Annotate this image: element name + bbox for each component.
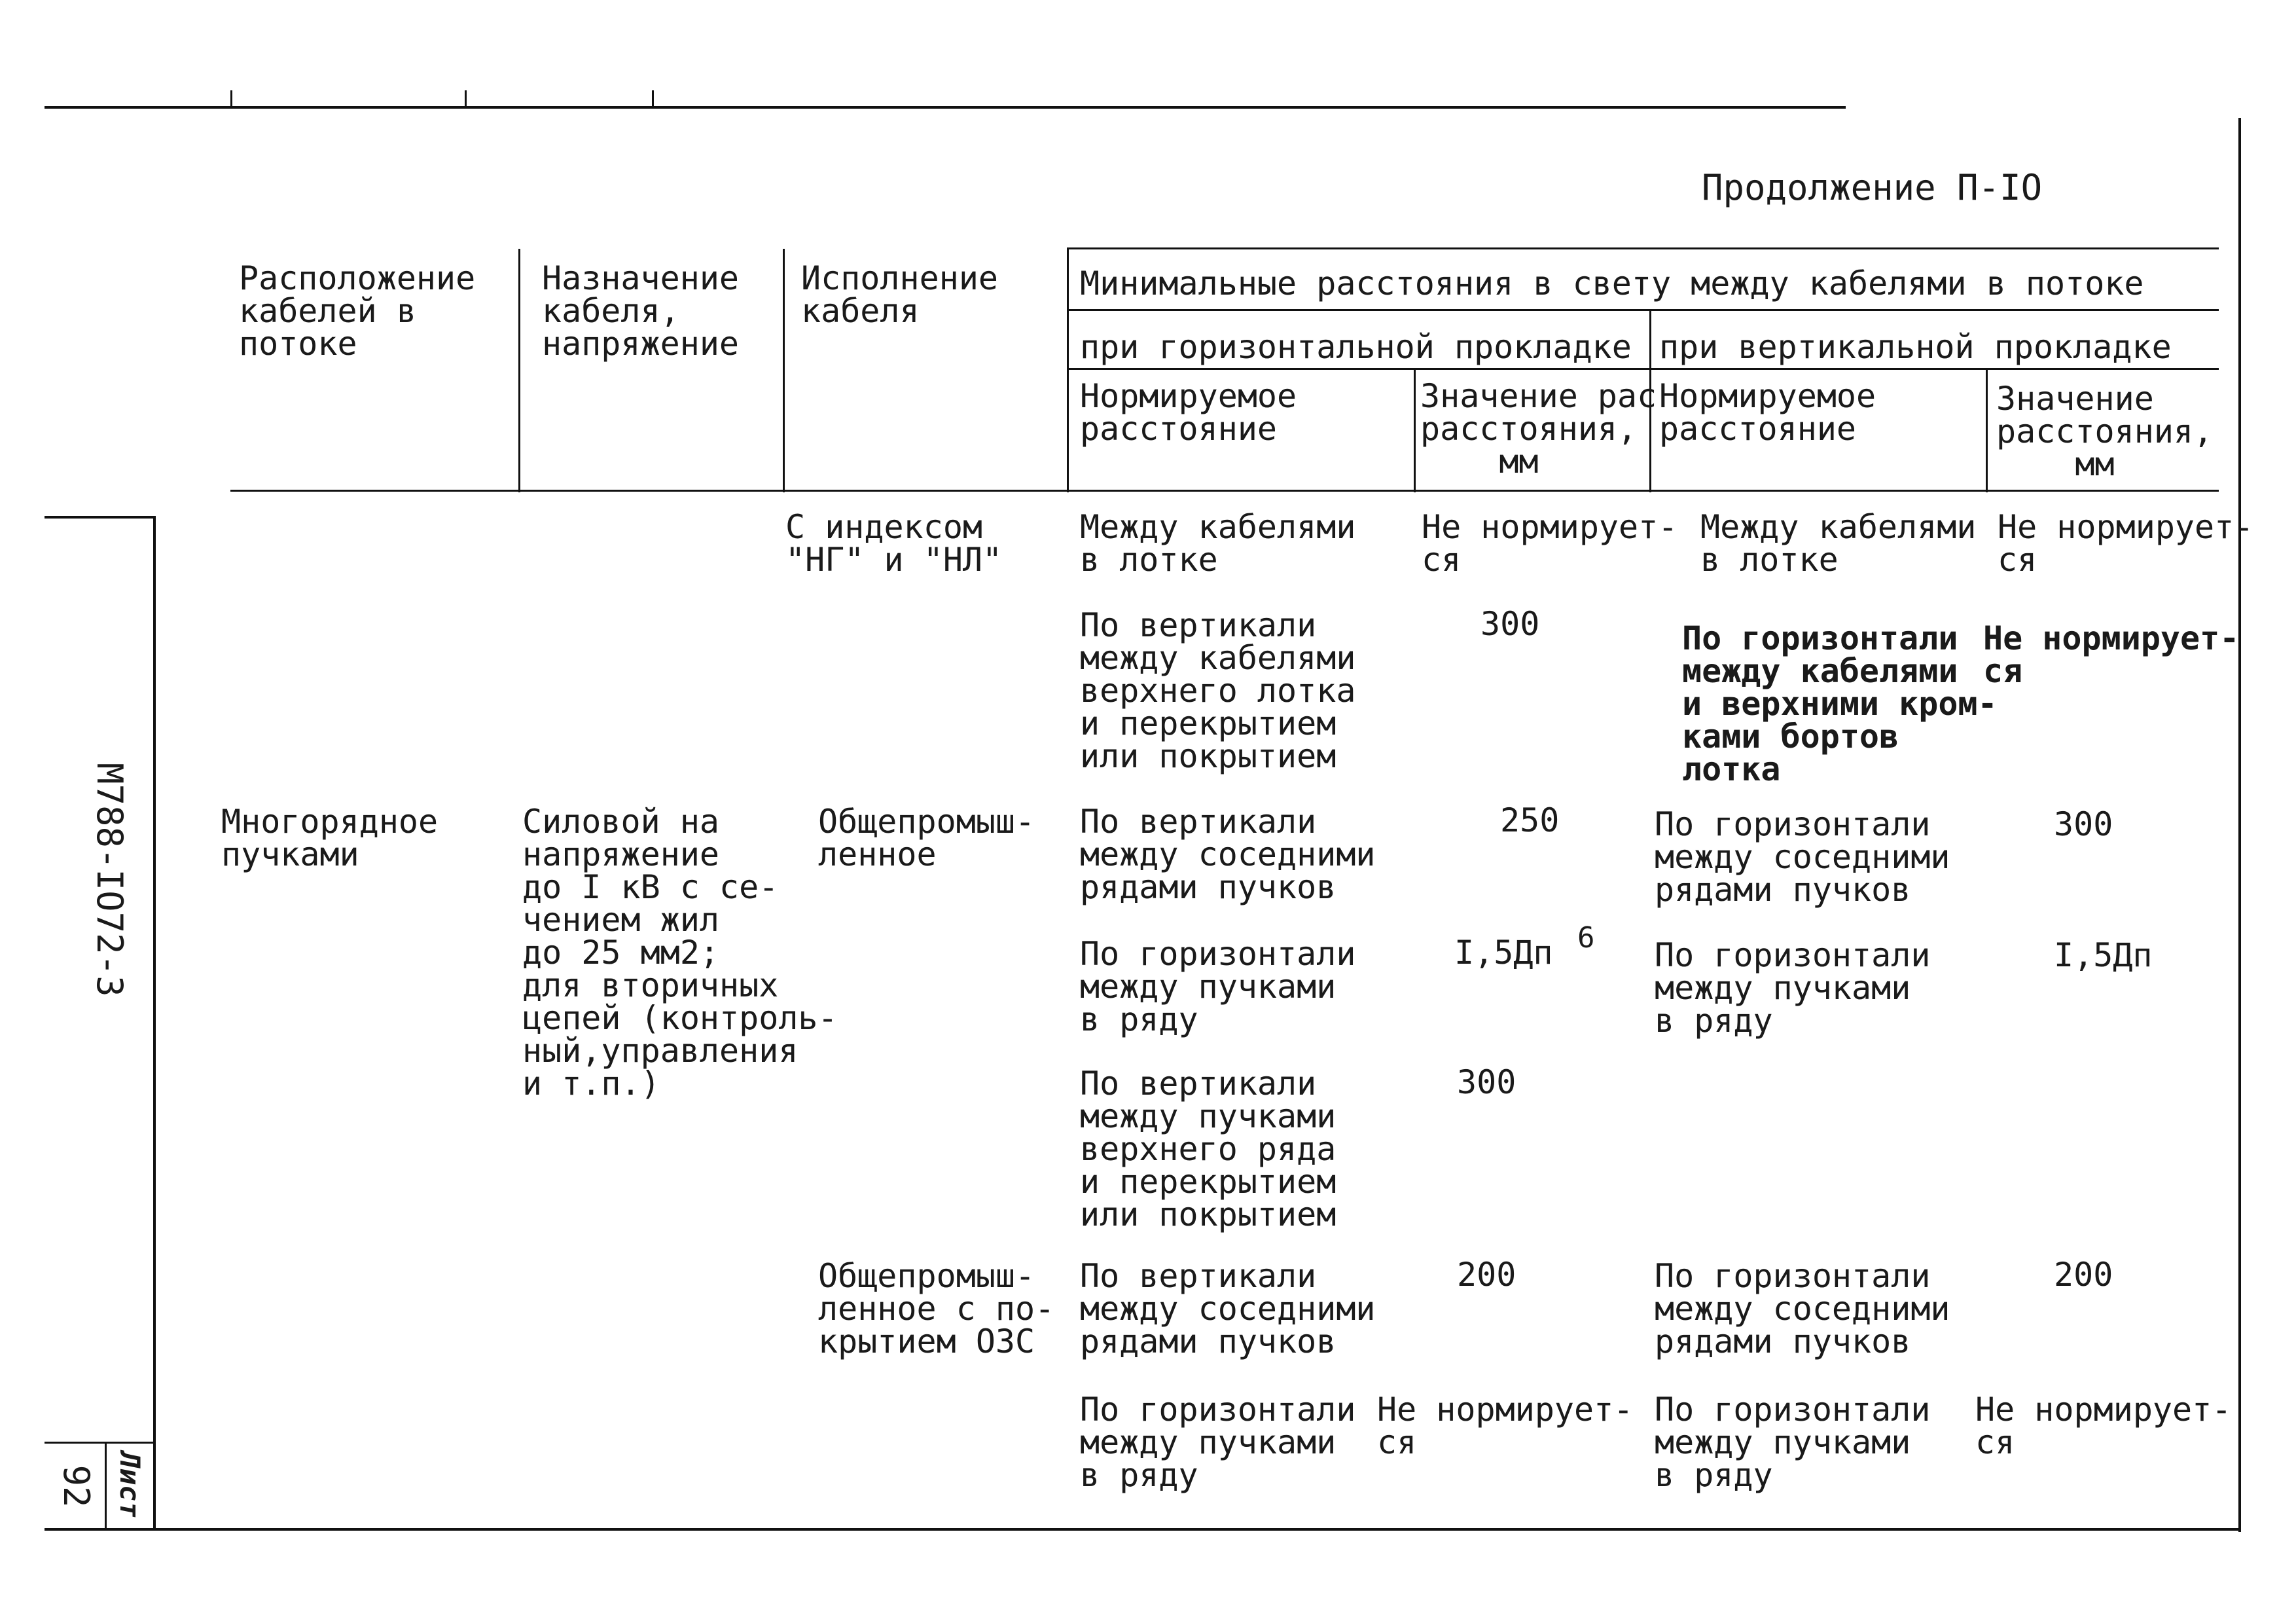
sheet-number: 92 (56, 1465, 97, 1508)
stamp-frame-right (153, 516, 156, 1529)
header-h-normed-distance: Нормируемое расстояние (1080, 377, 1297, 448)
r2-h-norm: По вертикали между кабелями верхнего лотка и перекрытием или покрытием (1080, 606, 1356, 775)
header-cable-execution: Исполнение кабеля (801, 259, 999, 330)
top-tick-3 (652, 90, 654, 107)
header-vline-4 (1414, 369, 1416, 492)
subgroup-header-rule (1067, 368, 2219, 370)
header-bottom-rule (230, 490, 2219, 492)
r3-h-norm: По вертикали между соседними рядами пучков (1080, 803, 1376, 906)
r4-v-value: I,5Дп (2054, 936, 2153, 974)
bottom-border-line (45, 1528, 2241, 1531)
r1-h-norm: Между кабелями в лотке (1080, 508, 1356, 579)
r5-h-value: 300 (1457, 1063, 1516, 1101)
sheet-label: Лист (114, 1451, 146, 1518)
header-vline-2 (783, 249, 785, 492)
header-vertical-laying: при вертикальной прокладке (1659, 328, 2172, 366)
r3-v-norm: По горизонтали между соседними рядами пучков (1655, 805, 1950, 909)
page-title: Продолжение П-IО (1702, 167, 2043, 208)
top-border-line (45, 106, 1846, 109)
r6-v-value: 200 (2054, 1256, 2113, 1294)
header-cable-location: Расположение кабелей в потоке (239, 259, 476, 363)
stamp-sheet-vdivider (105, 1442, 107, 1529)
header-vline-1 (518, 249, 520, 492)
table-top-rule (1067, 247, 2219, 249)
r6-h-norm: По вертикали между соседними рядами пучков (1080, 1257, 1376, 1360)
r3-location: Многорядное пучками (221, 803, 439, 873)
header-vline-6 (1986, 369, 1988, 492)
header-h-distance-value: Значение рас расстояния, мм (1420, 377, 1657, 481)
r1-execution: С индексом "НГ" и "НЛ" (785, 508, 1003, 579)
r3-v-value: 300 (2054, 805, 2113, 843)
r2-v-value: Не нормирует- ся (1983, 619, 2240, 690)
r3-purpose: Силовой на напряжение до I кВ с се- чением жил до 25 мм2; для вторичных цепей (контроль- ный,управления и т.п.) (522, 803, 838, 1103)
header-horizontal-laying: при горизонтальной прокладке (1080, 328, 1632, 366)
r7-h-value: Не нормирует- ся (1377, 1391, 1634, 1461)
r3-h-value: 250 (1500, 801, 1560, 839)
top-tick-1 (230, 90, 232, 107)
group-header-rule (1067, 309, 2219, 311)
header-cable-purpose: Назначение кабеля, напряжение (542, 259, 740, 363)
r3-execution: Общепромыш- ленное (818, 803, 1035, 873)
r4-v-norm: По горизонтали между пучками в ряду (1655, 936, 1931, 1040)
header-vline-3 (1067, 249, 1069, 492)
r1-h-value: Не нормирует- ся (1422, 508, 1678, 579)
header-v-normed-distance: Нормируемое расстояние (1659, 377, 1876, 448)
document-code: М788-IО72-3 (89, 763, 130, 997)
header-v-distance-value: Значение расстояния, мм (1996, 380, 2214, 483)
r2-v-norm: По горизонтали между кабелями и верхними кром- ками бортов лотка (1682, 619, 1998, 788)
r2-h-value: 300 (1480, 605, 1540, 643)
r4-h-footnote: 6 (1577, 921, 1595, 955)
r7-v-value: Не нормирует- ся (1975, 1391, 2232, 1461)
stamp-sheet-divider (45, 1442, 156, 1444)
r6-execution: Общепромыш- ленное с по- крытием ОЗС (818, 1257, 1055, 1360)
right-border-line (2238, 118, 2241, 1532)
r7-v-norm: По горизонтали между пучками в ряду (1655, 1391, 1931, 1494)
r5-h-norm: По вертикали между пучками верхнего ряда и перекрытием или покрытием (1080, 1065, 1336, 1233)
r4-h-norm: По горизонтали между пучками в ряду (1080, 935, 1356, 1038)
header-min-distances: Минимальные расстояния в свету между кабелями в потоке (1080, 264, 2144, 302)
r1-v-norm: Между кабелями в лотке (1700, 508, 1977, 579)
r4-h-value: I,5Дп (1454, 934, 1553, 972)
r6-v-norm: По горизонтали между соседними рядами пучков (1655, 1257, 1950, 1360)
r1-v-value: Не нормирует- ся (1998, 508, 2254, 579)
top-tick-2 (465, 90, 467, 107)
stamp-frame-top (45, 516, 156, 519)
r6-h-value: 200 (1457, 1256, 1516, 1294)
r7-h-norm: По горизонтали между пучками в ряду (1080, 1391, 1356, 1494)
